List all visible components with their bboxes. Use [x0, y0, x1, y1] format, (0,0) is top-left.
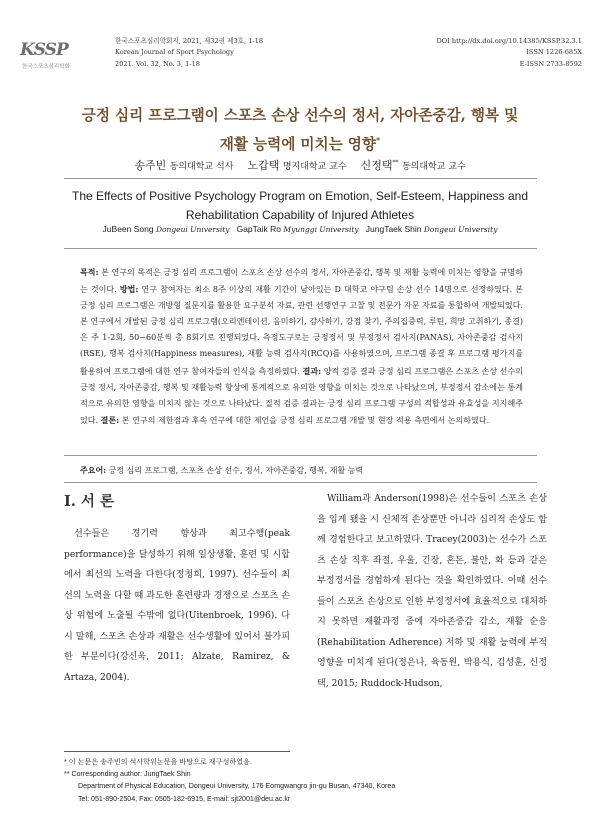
title-line-1: 긍정 심리 프로그램이 스포츠 손상 선수의 정서, 자아존중감, 행복 및 [81, 107, 519, 124]
journal-volume: 2021. Vol. 32, No. 3, 1-18 [115, 59, 200, 68]
eissn: E-ISSN 2733-8592 [519, 59, 582, 68]
journal-en: Korean Journal of Sport Psychology [115, 48, 234, 57]
footnote-2: ** Corresponding author: JungTaek Shin [64, 770, 191, 779]
logo-subtitle: 한국스포츠심리학회 [22, 64, 70, 70]
title-footnote-mark: * [376, 135, 381, 145]
abstract-result: 양적 검증 결과 긍정 심리 프로그램은 스포츠 손상 선수의 긍정 정서, 자아존중감, 행복 및 재활능력 향상에 통계적으로 유의한 영향을 미치는 것으로 나타났으며, 부정정서 감소에는 통계적으로 유의한 영향을 미치지 않는 것으로 나타났다. 질적 검증 결과는 긍정 심리 프로그램 구성의 적합성과 유효성을 지지해주었다. [80, 366, 523, 425]
author-1: 송주빈 동의대학교 석사 [134, 159, 234, 172]
abstract-label-purpose: 목적: [80, 267, 99, 277]
english-title [20, 187, 580, 225]
abstract-label-conclusion: 결론: [100, 414, 120, 425]
divider-abstract-top [64, 248, 537, 249]
body-right-column: William과 Anderson(1998)은 선수들이 스포츠 손상을 입게 됐을 시 신체적 손상뿐만 아니라 심리적 손상도 함께 경험한다고 보고하였다. Tracey(2003)는 선수가 스포츠 손상 직후 좌절, 우울, 긴장, 혼돈, 불안, 화 등과 같은 부정정서를 경험하게 된다는 것을 확인하였다. 이때 선수들이 스포츠 손상으로 인한 부정정서에 효율적으로 대처하지 못하면 재활과정 중에 자아존중감 감소, 재활 순응(Rehabilitation Adherence) 저하 및 재활 능력에 부적 영향을 미치게 된다(정은나, 육동원, 박용식, 김성훈, 신정택, 2015; Ruddock-Hudson, [317, 494, 547, 689]
en-author-2: GapTaik Ro Myunggi University [236, 224, 359, 234]
en-author-3: JungTaek Shin Dongeui University [365, 224, 498, 234]
footnotes [64, 756, 584, 805]
paper-title [20, 103, 580, 157]
en-title-line-2: Rehabilitation Capability of Injured Athletes [185, 208, 415, 222]
abstract-label-result: 결과: [302, 365, 322, 376]
authors-en [0, 224, 600, 234]
author-3: 신정택** 동의대학교 교수 [360, 159, 466, 172]
abstract-method: 연구 참여자는 최소 8주 이상의 재활 기간이 남아있는 D 대학교 야구팀 손상 선수 14명으로 선정하였다. 본 긍정 심리 프로그램은 개방형 질문지를 활용한 요구분석 자료, 관련 선행연구 고찰 및 전문가 자문 자료를 통합하여 개발되었다. 본 연구에서 개발된 긍정 심리 프로그램(오리엔테이션, 음미하기, 감사하기, 강점 찾기, 주의집중력, 루틴, 희망 고취하기, 종결)은 주 1-2회, 50~60분씩 총 8회기로 진행되었다. 측정도구로는 긍정정서 및 부정정서 검사지(PANAS), 자아존중감 검사지(RSE), 행복 검사지(Happiness measures), 재활 능력 검사지(RCQ)를 사용하였으며, 프로그램 종결 후 프로그램 평가지를 활용하여 프로그램에 대한 연구 참여자들의 인식을 측정하였다. [80, 285, 523, 376]
keywords [80, 465, 540, 476]
body-left-column: 선수들은 경기력 향상과 최고수행(peak performance)을 달성하기 위해 일상생활, 훈련 및 시합에서 최선의 노력을 다한다(정청희, 1997). 선수들이 최선의 노력을 다할 때 과도한 훈련량과 경쟁으로 스포츠 손상 위험에 노출될 수밖에 없다(Uitenbroek, 1996). 다시 말해, 스포츠 손상과 재활은 선수생활에 있어서 불가피한 부분이다(강신욱, 2011; Alzate, Ramirez, & Artaza, 2004). [64, 529, 290, 683]
abstract [80, 264, 523, 429]
journal-ko: 한국스포츠심리학회지, 2021, 제32권 제3호, 1-18 [115, 37, 264, 45]
divider-keywords [64, 482, 537, 483]
journal-info [115, 36, 263, 70]
logo-text: KSSP [20, 40, 68, 60]
divider-top [64, 178, 537, 179]
footnote-address: Department of Physical Education, Dongeui University, 176 Eomgwangro jin-gu Busan, 47340, Korea [78, 782, 396, 791]
issn: ISSN 1226-685X [526, 48, 582, 57]
footnote-rule [64, 751, 290, 752]
footnote-1: * 이 논문은 송주빈의 석사학위논문을 바탕으로 재구성하였음. [64, 758, 252, 766]
section-heading [64, 490, 114, 511]
abstract-purpose: 본 연구의 목적은 긍정 심리 프로그램이 스포츠 손상 선수의 정서, 자아존중감, 행복 및 재활 능력에 미치는 영향을 규명하는 것이다. [80, 268, 523, 295]
divider-abstract-bottom [64, 455, 537, 456]
journal-header [18, 36, 582, 80]
keywords-label: 주요어: [80, 465, 107, 475]
author-2: 노갑택 명지대학교 교수 [247, 159, 347, 172]
en-author-1: JuBeen Song Dongeui University [102, 224, 230, 234]
section-title: 서 론 [80, 493, 114, 510]
en-title-line-1: The Effects of Positive Psychology Program on Emotion, Self-Esteem, Happiness and [72, 189, 528, 203]
footnote-contact: Tel: 051-890-2504, Fax: 0505-182-6915, E-mail: sjt2001@deu.ac.kr [78, 794, 291, 803]
abstract-conclusion: 본 연구의 제한점과 후속 연구에 대한 제언을 긍정 심리 프로그램 개발 및 현장 적용 측면에서 논의하였다. [119, 415, 490, 425]
authors-ko [0, 157, 600, 173]
title-line-2: 재활 능력에 미치는 영향 [219, 135, 377, 153]
journal-logo [18, 36, 88, 80]
section-number: Ⅰ. [64, 493, 76, 510]
doi[interactable]: DOI http://dx.doi.org/10.14385/KSSP.32.3.1 [436, 37, 582, 45]
abstract-label-method: 방법: [119, 284, 139, 295]
journal-ids [436, 36, 582, 70]
keywords-text: 긍정 심리 프로그램, 스포츠 손상 선수, 정서, 자아존중감, 행복, 재활 능력 [106, 466, 364, 475]
